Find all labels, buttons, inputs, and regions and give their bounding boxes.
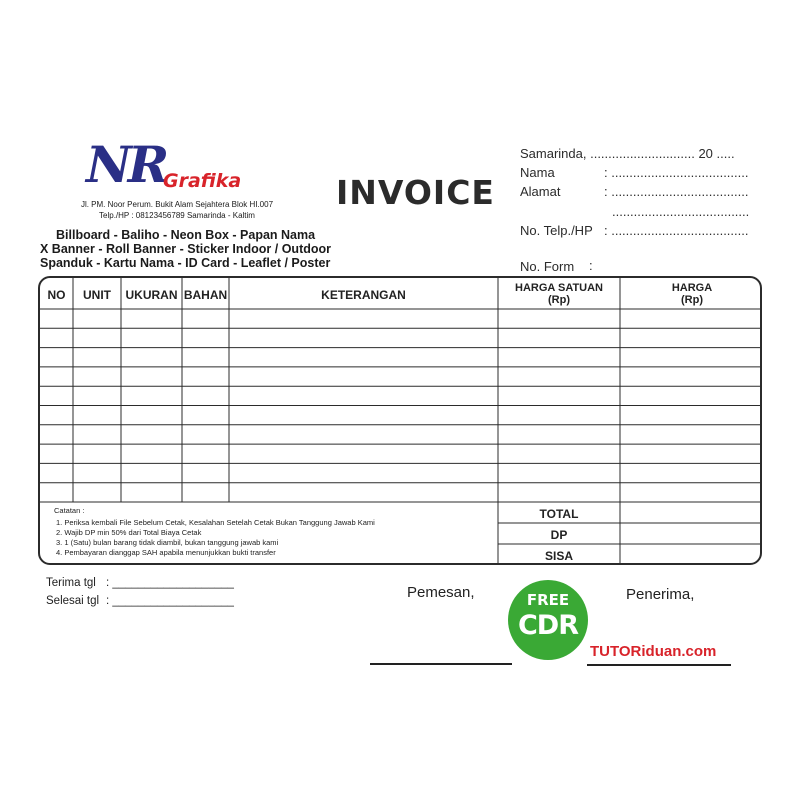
notes-title: Catatan : [54,506,85,515]
address-field-cont[interactable]: ...................................... [612,204,750,219]
note-item: 1. Periksa kembali File Sebelum Cetak, Kesalahan Setelah Cetak Bukan Tanggung Jawab Kami [56,518,375,527]
name-field[interactable]: : ...................................... [604,165,749,180]
finished-date-label: Selesai tgl [46,595,100,607]
service-line: X Banner - Roll Banner - Sticker Indoor / Outdoor [40,242,331,256]
address-line: Jl. PM. Noor Perum. Bukit Alam Sejahtera Blok HI.007 [80,200,274,209]
city-date: Samarinda, ............................. 20 ..... [520,146,735,161]
note-item: 4. Pembayaran dianggap SAH apabila menunjukkan bukti transfer [56,548,276,557]
invoice-table [38,276,762,565]
free-cdr-badge [508,580,588,660]
received-date-label: Terima tgl [46,577,96,589]
receiver-signature-line [587,664,731,666]
header-ukuran: UKURAN [125,288,178,302]
notes [54,506,504,558]
phone-field[interactable]: : ...................................... [604,223,749,238]
address-label: Alamat [520,184,561,199]
received-date-field[interactable]: : ___________________ [106,577,234,589]
orderer-signature-line [370,663,512,665]
header-price-currency: (Rp) [681,294,703,306]
header-no: NO [47,288,66,302]
service-line: Spanduk - Kartu Nama - ID Card - Leaflet / Poster [40,256,331,270]
header-bahan: BAHAN [183,288,228,302]
orderer-label: Pemesan, [407,584,475,601]
phone-line: Telp./HP : 08123456789 Samarinda - Kaltim [99,211,255,220]
header-keterangan: KETERANGAN [321,288,406,302]
company-address [52,199,302,221]
form-number-label: No. Form [520,259,575,274]
name-label: Nama [520,165,555,180]
header-unit-price-currency: (Rp) [548,294,570,306]
header-price: HARGA [671,282,713,294]
total-label: TOTAL [539,507,579,521]
brand-watermark: TUTORiduan.com [590,643,717,660]
dp-label: DP [550,528,568,542]
badge-line1: FREE [526,591,570,609]
invoice-title: INVOICE [336,173,495,212]
company-logo-mark: NR [86,135,166,194]
form-number-field[interactable]: : [589,258,593,273]
header-unit-price: HARGA SATUAN [515,282,603,294]
header-unit: UNIT [83,288,111,302]
services-list [40,228,350,270]
badge-line2: CDR [517,610,579,641]
finished-date-field[interactable]: : ___________________ [106,595,234,607]
note-item: 2. Wajib DP min 50% dari Total Biaya Cetak [56,528,202,537]
company-logo-text: Grafika [163,170,242,192]
note-item: 3. 1 (Satu) bulan barang tidak diambil, bukan tanggung jawab kami [56,538,279,547]
service-line: Billboard - Baliho - Neon Box - Papan Nama [56,228,316,242]
address-field[interactable]: : ...................................... [604,184,749,199]
phone-label: No. Telp./HP [520,223,593,238]
remaining-label: SISA [544,549,573,563]
receiver-label: Penerima, [626,586,695,603]
